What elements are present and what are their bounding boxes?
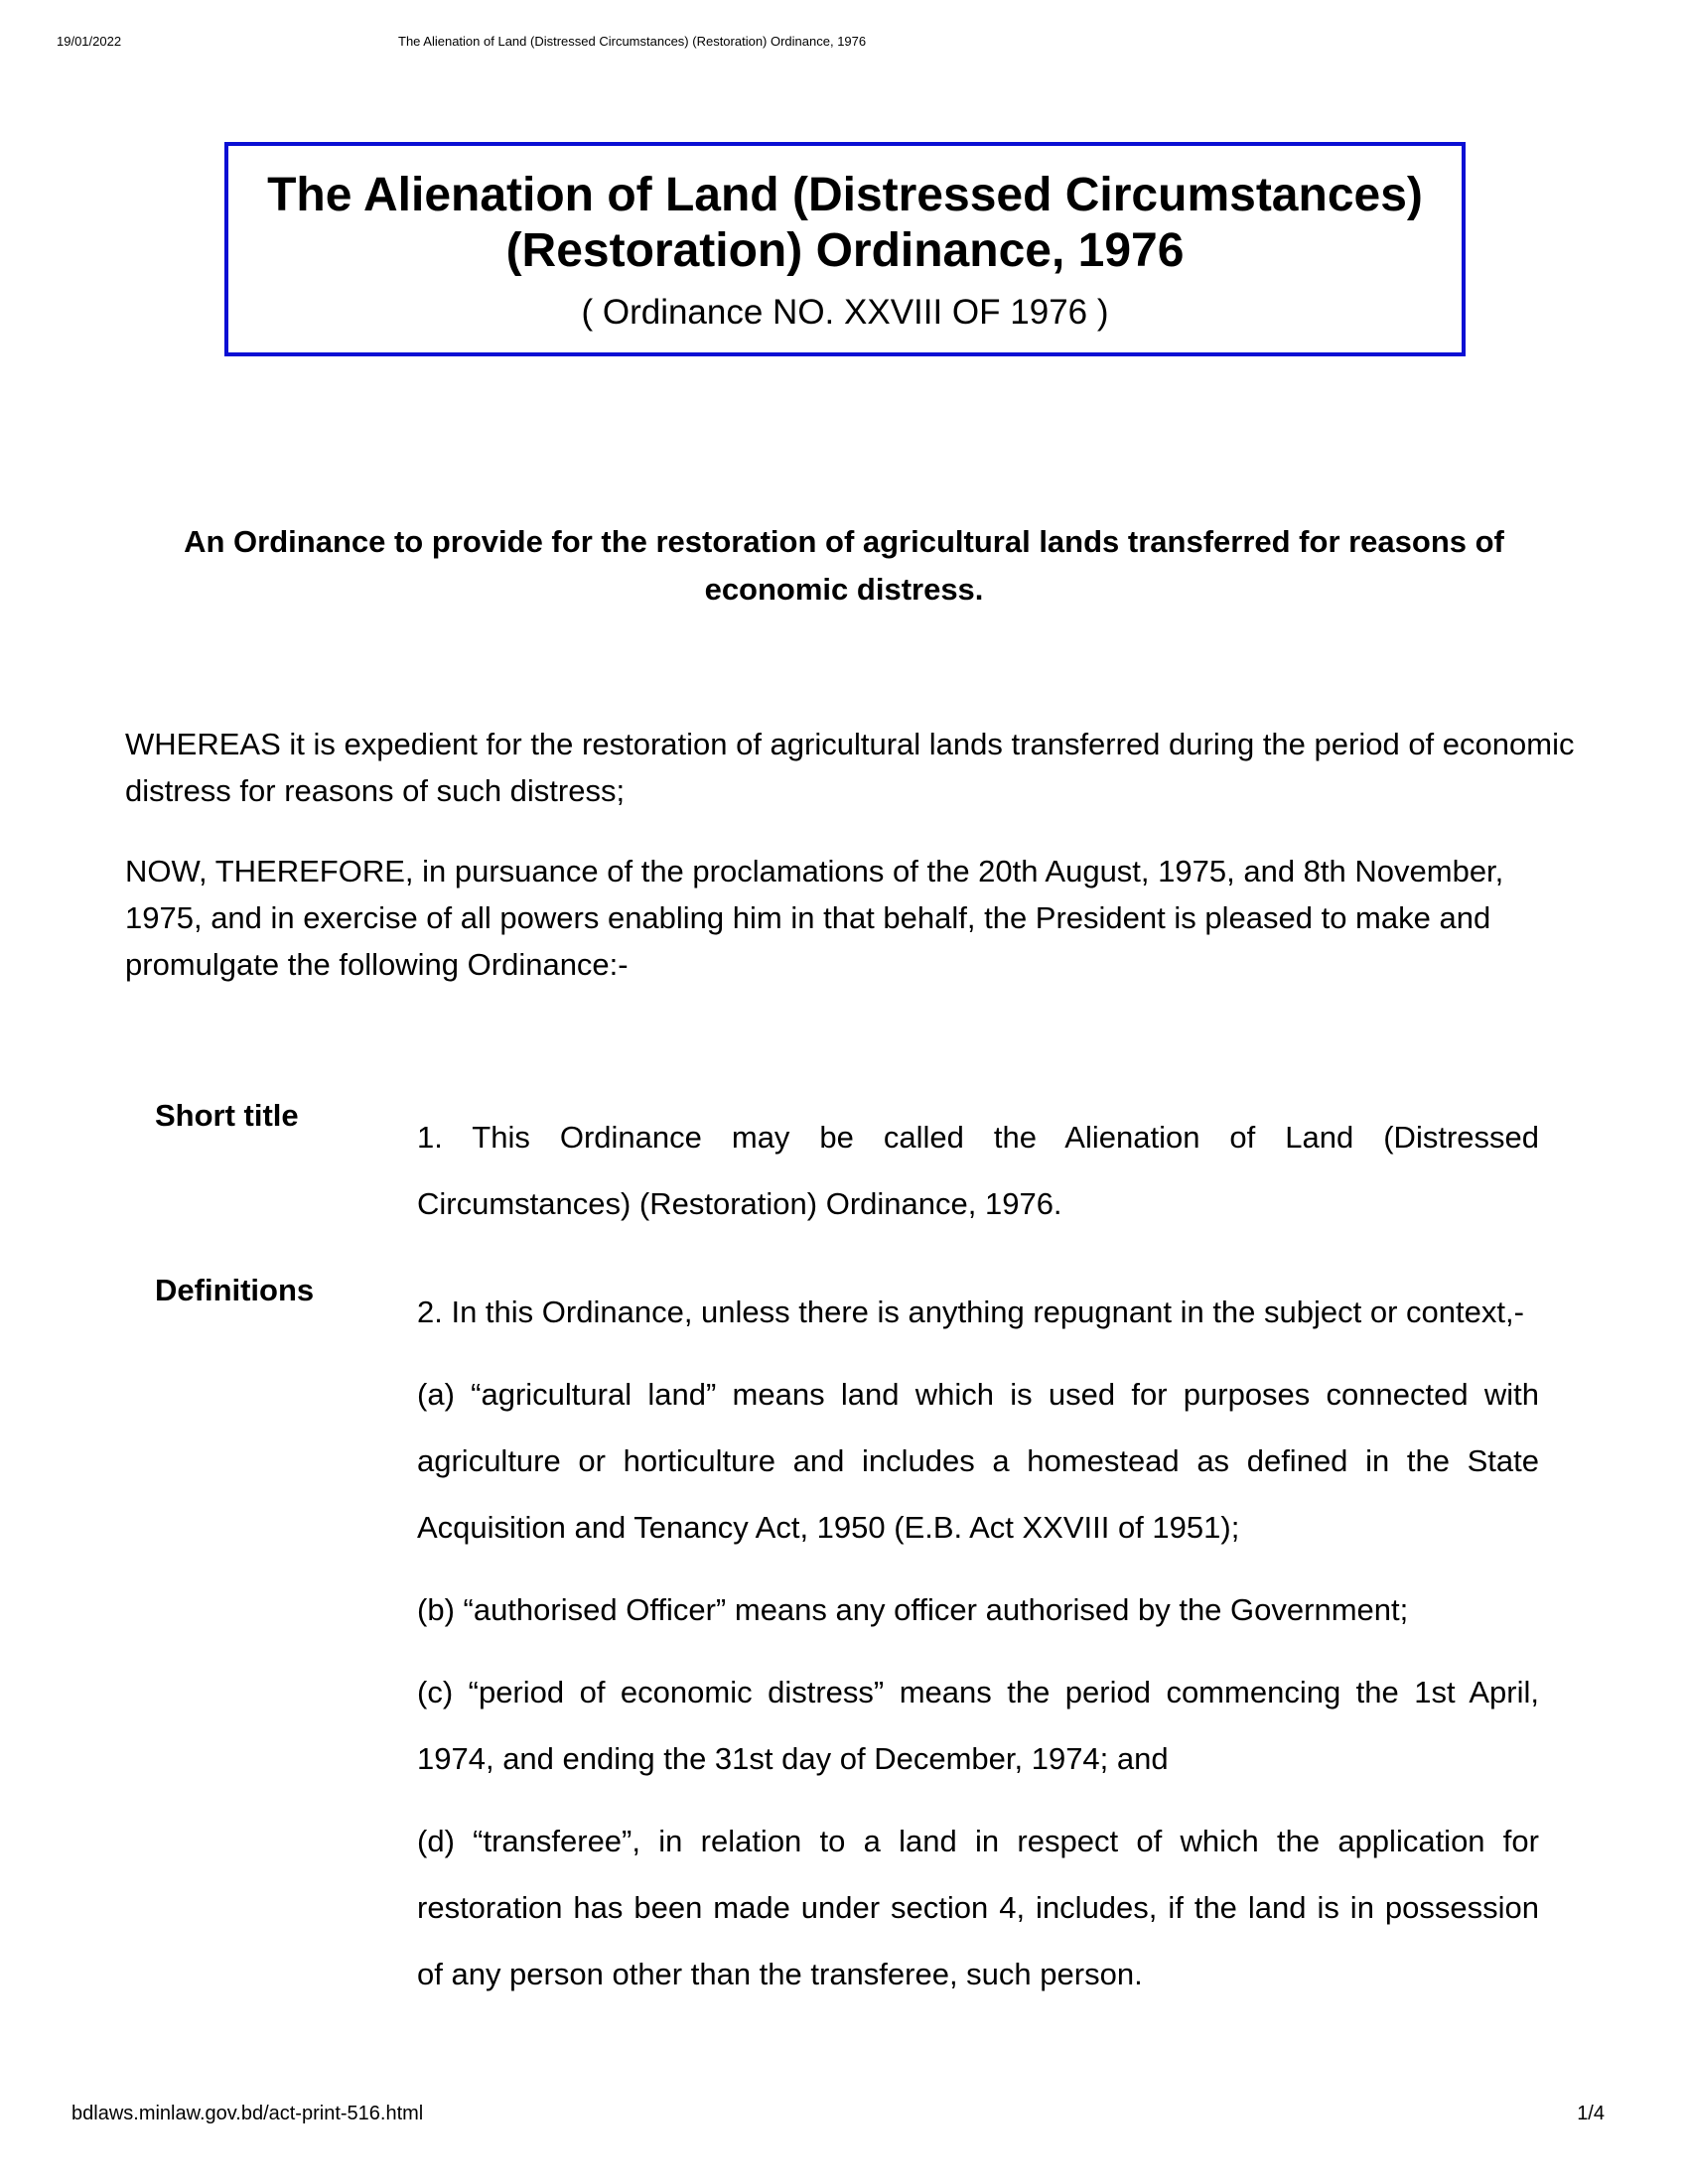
- preamble-whereas: WHEREAS it is expedient for the restoration of agricultural lands transferred during the period of economic distress for reasons of such distress;: [125, 727, 1575, 808]
- ordinance-title-line-2: (Restoration) Ordinance, 1976: [505, 224, 1185, 277]
- definition-a: (a) “agricultural land” means land which is used for purposes connected with agriculture or horticulture and includes a homestead as defined in the State Acquisition and Tenancy Act, 1950 (E.B. Act XXVIII of 1951);: [417, 1377, 1539, 1545]
- definition-d: (d) “transferee”, in relation to a land in respect of which the application for restoration has been made under section 4, includes, if the land is in possession of any person other than the transferee, such person.: [417, 1824, 1539, 1991]
- ordinance-number: ( Ordinance NO. XXVIII OF 1976 ): [581, 293, 1109, 332]
- preamble-enacting-clause: NOW, THEREFORE, in pursuance of the proclamations of the 20th August, 1975, and 8th November, 1975, and in exercise of all powers enabling him in that behalf, the President is pleased to make and promulgate the following Ordinance:-: [125, 854, 1504, 982]
- print-header-title: The Alienation of Land (Distressed Circumstances) (Restoration) Ordinance, 1976: [398, 34, 867, 49]
- page-number: 1/4: [1577, 2103, 1605, 2124]
- title-box: [224, 142, 1466, 356]
- source-url: bdlaws.minlaw.gov.bd/act-print-516.html: [71, 2103, 424, 2124]
- section-paragraph: 1. This Ordinance may be called the Alienation of Land (Distressed Circumstances) (Restoration) Ordinance, 1976.: [417, 1120, 1539, 1221]
- definition-c: (c) “period of economic distress” means the period commencing the 1st April, 1974, and ending the 31st day of December, 1974; and: [417, 1675, 1539, 1776]
- section-body: [417, 1104, 1539, 1237]
- preamble: [125, 721, 1575, 988]
- ordinance-title: [228, 168, 1462, 279]
- section-side-title: Short title: [155, 1098, 299, 1133]
- long-title: An Ordinance to provide for the restoration of agricultural lands transferred for reasons of economic distress.: [184, 524, 1504, 607]
- print-header: [57, 34, 1645, 54]
- section-side-title: Definitions: [155, 1273, 315, 1307]
- ordinance-title-line-1: The Alienation of Land (Distressed Circumstances): [267, 169, 1423, 221]
- definition-b: (b) “authorised Officer” means any officer authorised by the Government;: [417, 1592, 1409, 1627]
- section-paragraph: 2. In this Ordinance, unless there is anything repugnant in the subject or context,-: [417, 1295, 1524, 1329]
- print-footer: [71, 2103, 1605, 2128]
- section-body: [417, 1279, 1539, 2007]
- print-date: 19/01/2022: [57, 34, 122, 49]
